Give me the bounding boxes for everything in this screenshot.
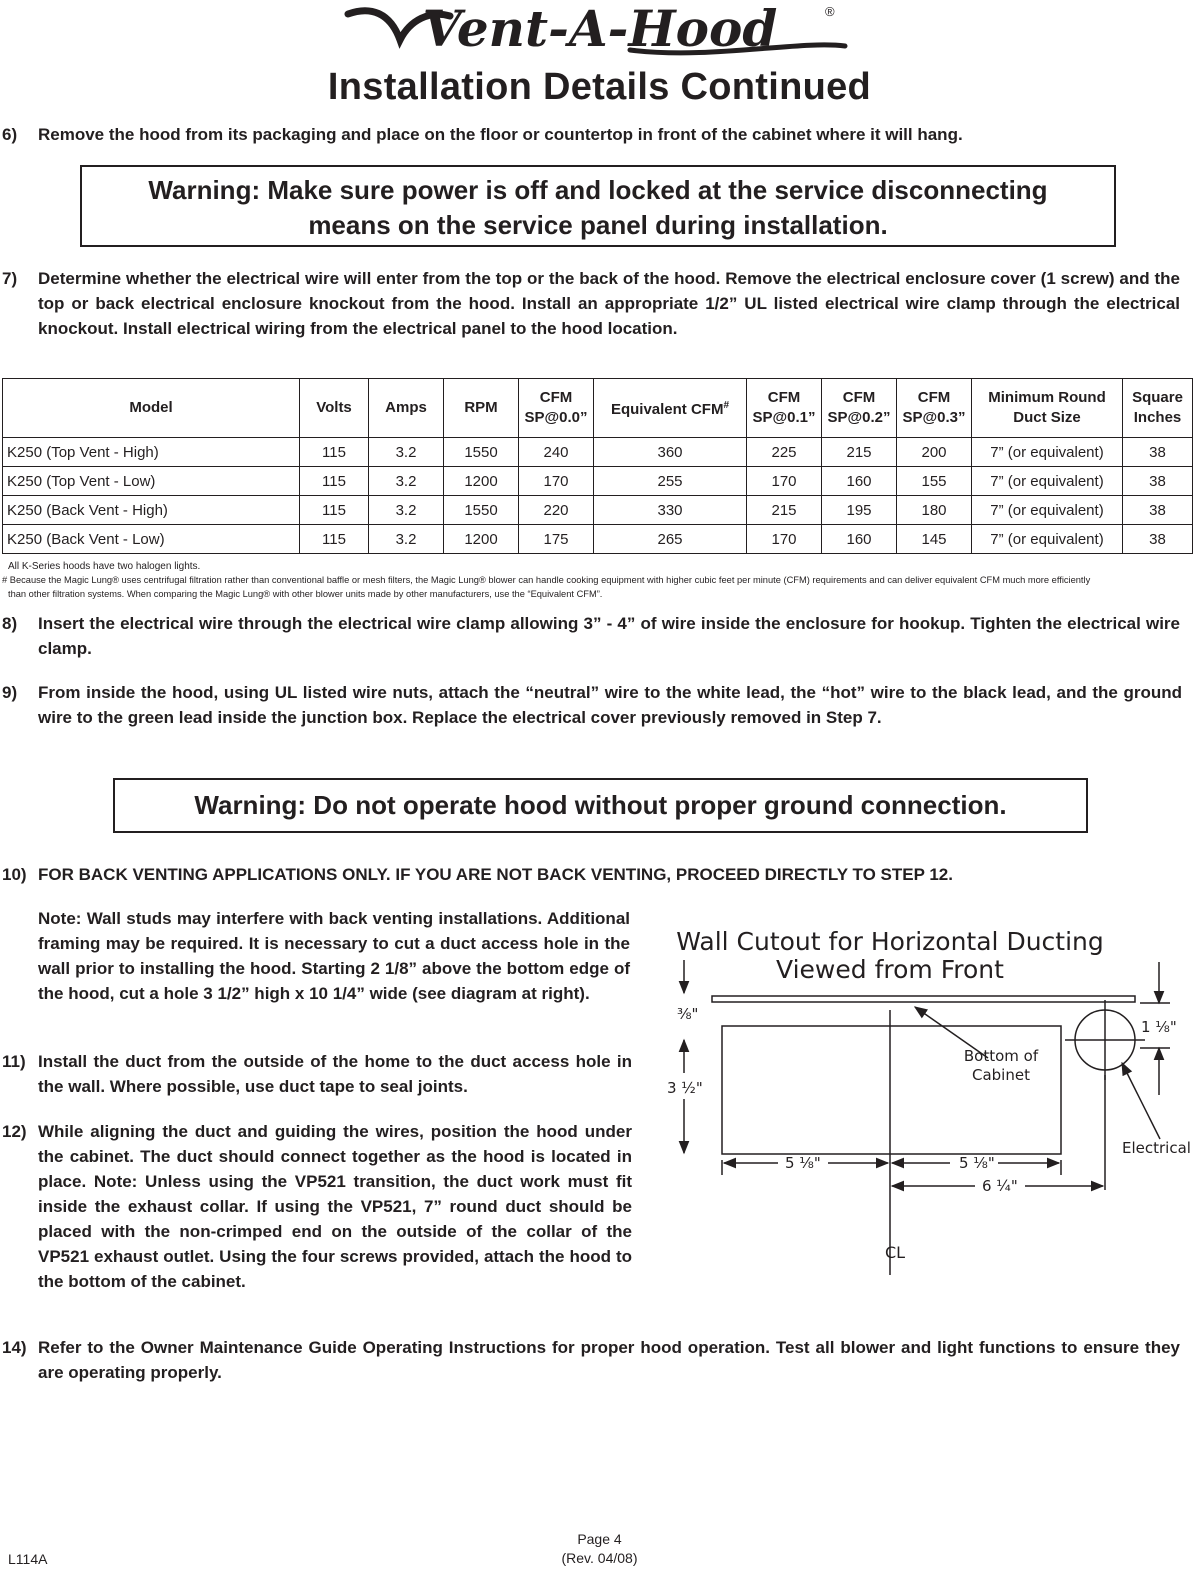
col-equivalent-cfm: Equivalent CFM# (594, 379, 747, 438)
step-text: From inside the hood, using UL listed wire nuts, attach the “neutral” wire to the white lead, the “hot” wire to the black lead, and the ground wire to the green lead inside the junction box. Replace the electrical cover previously removed in Step 7. (38, 683, 1182, 727)
table-cell: 7” (or equivalent) (972, 525, 1123, 554)
spec-table (2, 378, 1193, 554)
table-cell: 155 (897, 467, 972, 496)
table-cell: 145 (897, 525, 972, 554)
warning-power-line2: means on the service panel during installation. (308, 210, 888, 240)
table-cell: 115 (300, 438, 369, 467)
footnote-equivalent-cfm-2: than other filtration systems. When comparing the Magic Lung® with other blower units made by other manufacturers, use the “Equivalent CFM”. (8, 589, 603, 599)
doc-code: L114A (8, 1551, 48, 1567)
table-cell: 1200 (444, 467, 519, 496)
table-cell: 180 (897, 496, 972, 525)
table-cell: 255 (594, 467, 747, 496)
table-cell: 170 (747, 525, 822, 554)
table-cell: 3.2 (369, 438, 444, 467)
footnote-equivalent-cfm-1: # Because the Magic Lung® uses centrifugal filtration rather than conventional baffle or mesh filters, the Magic Lung® blower can handle cooking equipment with higher cubic feet per minute (CFM) requirements and can deliver equivalent CFM much more efficiently (2, 575, 1091, 585)
step-number: 7) (2, 269, 18, 288)
duct-cutout (722, 1026, 1061, 1154)
bottom-of-cabinet-label-2: Cabinet (972, 1066, 1030, 1084)
col-volts: Volts (300, 379, 369, 438)
centerline-symbol: CL (885, 1243, 906, 1262)
table-cell: 170 (519, 467, 594, 496)
bottom-of-cabinet-label-1: Bottom of (963, 1047, 1039, 1065)
table-cell: 3.2 (369, 496, 444, 525)
col-cfm-1: CFM SP@0.1” (747, 379, 822, 438)
table-cell: 330 (594, 496, 747, 525)
table-cell: 220 (519, 496, 594, 525)
step-number: 10) (2, 865, 27, 884)
dim-six-quarter: 6 ¼" (982, 1177, 1018, 1195)
page-title: Installation Details Continued (327, 66, 872, 108)
table-cell: 7” (or equivalent) (972, 496, 1123, 525)
table-cell: 3.2 (369, 525, 444, 554)
dim-three-half: 3 ½" (667, 1079, 703, 1097)
logo-text: Vent-A-Hood (422, 0, 778, 58)
col-duct-size: Minimum Round Duct Size (972, 379, 1123, 438)
table-cell: 38 (1123, 525, 1193, 554)
electrical-label: Electrical (1122, 1139, 1191, 1157)
warning-power-line1: Warning: Make sure power is off and locked at the service disconnecting (148, 175, 1048, 205)
table-cell: K250 (Top Vent - Low) (3, 467, 300, 496)
table-cell: 3.2 (369, 467, 444, 496)
table-cell: 360 (594, 438, 747, 467)
dim-left-five-eighth: 5 ⅛" (785, 1154, 821, 1172)
col-rpm: RPM (444, 379, 519, 438)
step-number: 8) (2, 614, 18, 633)
table-cell: 265 (594, 525, 747, 554)
step-text: FOR BACK VENTING APPLICATIONS ONLY. IF YOU ARE NOT BACK VENTING, PROCEED DIRECTLY TO STEP 12. (38, 865, 953, 884)
step-number: 14) (2, 1338, 27, 1357)
vent-a-hood-logo (330, 0, 870, 64)
revision: (Rev. 04/08) (561, 1550, 638, 1566)
leader-electrical (1122, 1063, 1160, 1139)
page-number: Page 4 (577, 1531, 622, 1547)
table-cell: 225 (747, 438, 822, 467)
table-cell: K250 (Top Vent - High) (3, 438, 300, 467)
table-row (3, 438, 1193, 467)
warning-power-box (80, 165, 1116, 247)
table-row (3, 496, 1193, 525)
table-row (3, 467, 1193, 496)
step-text: Remove the hood from its packaging and place on the floor or countertop in front of the cabinet where it will hang. (38, 125, 963, 144)
table-cell: K250 (Back Vent - Low) (3, 525, 300, 554)
table-cell: 160 (822, 525, 897, 554)
table-cell: 240 (519, 438, 594, 467)
table-cell: 115 (300, 525, 369, 554)
table-cell: 215 (747, 496, 822, 525)
table-cell: 200 (897, 438, 972, 467)
table-cell: 170 (747, 467, 822, 496)
warning-ground-box (113, 778, 1088, 833)
dim-right-five-eighth: 5 ⅛" (959, 1154, 995, 1172)
step-7 (2, 266, 1182, 366)
table-header-row (3, 379, 1193, 438)
col-square-inches: Square Inches (1123, 379, 1193, 438)
table-cell: 115 (300, 467, 369, 496)
table-cell: 7” (or equivalent) (972, 438, 1123, 467)
col-model: Model (3, 379, 300, 438)
col-cfm-2: CFM SP@0.2” (822, 379, 897, 438)
col-cfm-3: CFM SP@0.3” (897, 379, 972, 438)
step-text: Install the duct from the outside of the home to the duct access hole in the wall. Where possible, use duct tape to seal joints. (38, 1052, 632, 1096)
back-vent-note: Note: Wall studs may interfere with back venting installations. Additional framing may be required. It is necessary to cut a duct access hole in the wall prior to installing the hood. Starting 2 1/8” above the bottom edge of the hood, cut a hole 3 1/2” high x 10 1/4” wide (see diagram at right). (38, 909, 630, 1003)
table-cell: 1550 (444, 496, 519, 525)
warning-ground-text: Warning: Do not operate hood without proper ground connection. (194, 790, 1007, 820)
table-cell: 7” (or equivalent) (972, 467, 1123, 496)
table-cell: K250 (Back Vent - High) (3, 496, 300, 525)
table-cell: 1200 (444, 525, 519, 554)
step-text: While aligning the duct and guiding the wires, position the hood under the cabinet. The duct should connect together as the hood is located in place. Note: Unless using the VP521 transition, the duct work must fit inside the exhaust collar. If using the VP521, 7” round duct should be placed with the non-crimped end on the outside of the collar of the VP521 exhaust outlet. Using the four screws provided, attach the hood to the bottom of the cabinet. (38, 1122, 632, 1291)
col-amps: Amps (369, 379, 444, 438)
footnote-halogen: All K-Series hoods have two halogen lights. (8, 561, 201, 572)
dim-one-eighth: 1 ⅛" (1141, 1018, 1177, 1036)
step-number: 12) (2, 1122, 27, 1141)
step-number: 11) (2, 1052, 26, 1071)
step-text: Insert the electrical wire through the electrical wire clamp allowing 3” - 4” of wire inside the enclosure for hookup. Tighten the electrical wire clamp. (38, 614, 1180, 658)
dim-three-eighths: ⅜" (677, 1005, 699, 1023)
step-number: 9) (2, 683, 18, 702)
table-cell: 38 (1123, 467, 1193, 496)
table-cell: 115 (300, 496, 369, 525)
table-cell: 215 (822, 438, 897, 467)
step-number: 6) (2, 125, 18, 144)
table-cell: 38 (1123, 438, 1193, 467)
table-cell: 1550 (444, 438, 519, 467)
diagram-title-line2: Viewed from Front (776, 955, 1004, 984)
wall-cutout-diagram (650, 915, 1199, 1275)
registered-mark: ® (825, 4, 835, 19)
table-cell: 38 (1123, 496, 1193, 525)
table-row (3, 525, 1193, 554)
table-cell: 175 (519, 525, 594, 554)
col-cfm-0: CFM SP@0.0” (519, 379, 594, 438)
table-cell: 195 (822, 496, 897, 525)
cabinet-bottom-bar (712, 996, 1135, 1002)
step-text: Determine whether the electrical wire will enter from the top or the back of the hood. Remove the electrical enclosure cover (1 screw) and the top or back electrical enclosure knockout from the hood. Install an appropriate 1/2” UL listed electrical wire clamp through the electrical knockout. Install electrical wiring from the electrical panel to the hood location. (38, 269, 1180, 338)
step-text: Refer to the Owner Maintenance Guide Operating Instructions for proper hood operation. Test all blower and light functions to ensure they are operating properly. (38, 1338, 1180, 1382)
table-cell: 160 (822, 467, 897, 496)
diagram-title-line1: Wall Cutout for Horizontal Ducting (676, 927, 1104, 956)
